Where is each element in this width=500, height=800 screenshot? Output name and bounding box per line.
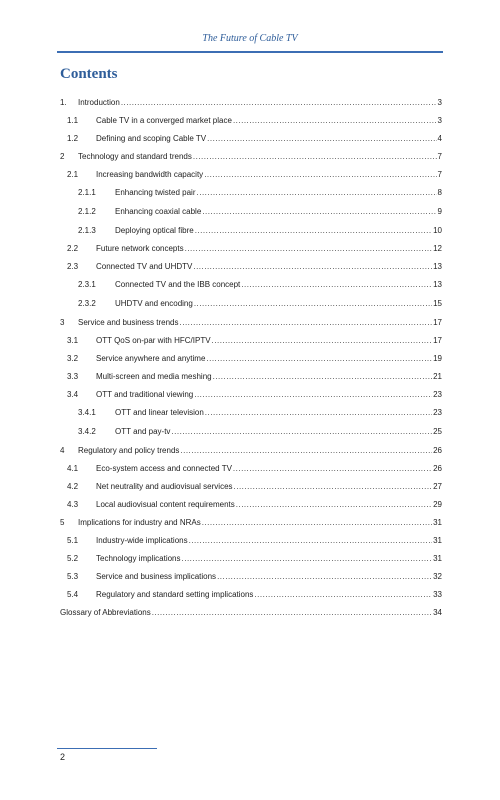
toc-leader [217, 570, 432, 583]
toc-leader [212, 334, 433, 347]
toc-number: 5 [60, 518, 65, 527]
toc-entry[interactable] [78, 186, 442, 199]
toc-number: 5.2 [67, 554, 79, 563]
toc-number: 3.4.2 [78, 427, 96, 436]
toc-page: 15 [433, 299, 442, 308]
toc-entry[interactable] [67, 168, 442, 181]
toc-entry[interactable] [67, 388, 442, 401]
toc-page: 31 [433, 518, 442, 527]
toc-number: 3.3 [67, 372, 79, 381]
toc-entry[interactable] [78, 224, 442, 237]
toc-page: 27 [433, 482, 442, 491]
toc-leader [182, 552, 433, 565]
toc-page: 17 [433, 336, 442, 345]
toc-entry[interactable] [60, 606, 442, 619]
toc-entry[interactable] [67, 132, 442, 145]
toc-entry[interactable] [67, 114, 442, 127]
running-header: The Future of Cable TV [202, 33, 298, 44]
toc-number: 2.1.2 [78, 207, 96, 216]
toc-page: 13 [433, 280, 442, 289]
toc-entry[interactable] [67, 588, 442, 601]
toc-number: 4.1 [67, 464, 79, 473]
toc-number: 3 [60, 318, 65, 327]
toc-number: 2.1.3 [78, 226, 96, 235]
header-rule [57, 51, 443, 53]
toc-page: 4 [437, 134, 442, 143]
toc-page: 12 [433, 244, 442, 253]
toc-page: 26 [433, 446, 442, 455]
toc-entry[interactable] [67, 552, 442, 565]
toc-leader [194, 297, 432, 310]
toc-number: 4.2 [67, 482, 79, 491]
toc-title: Technology and standard trends [78, 152, 192, 161]
toc-leader [194, 388, 432, 401]
toc-title: Connected TV and the IBB concept [115, 280, 241, 289]
toc-page: 19 [433, 354, 442, 363]
toc-number: 1.1 [67, 116, 79, 125]
toc-title: Regulatory and standard setting implications [96, 590, 254, 599]
toc-leader [189, 534, 433, 547]
toc-leader [152, 606, 432, 619]
toc-title: OTT and linear television [115, 408, 204, 417]
toc-leader [241, 278, 432, 291]
toc-number: 5.3 [67, 572, 79, 581]
toc-page: 23 [433, 408, 442, 417]
toc-number: 1. [60, 98, 67, 107]
footer-rule [57, 748, 157, 749]
toc-leader [202, 516, 432, 529]
toc-entry[interactable] [67, 370, 442, 383]
toc-page: 9 [437, 207, 442, 216]
toc-page: 25 [433, 427, 442, 436]
toc-page: 8 [437, 188, 442, 197]
toc-page: 23 [433, 390, 442, 399]
toc-title: Multi-screen and media meshing [96, 372, 212, 381]
toc-leader [213, 370, 432, 383]
toc-title: Deploying optical fibre [115, 226, 194, 235]
toc-number: 5.1 [67, 536, 79, 545]
toc-leader [180, 444, 432, 457]
toc-title: OTT and pay-tv [115, 427, 171, 436]
toc-entry[interactable] [67, 480, 442, 493]
toc-number: 2.3 [67, 262, 79, 271]
toc-page: 13 [433, 262, 442, 271]
toc-title: Service anywhere and anytime [96, 354, 206, 363]
toc-entry[interactable] [67, 260, 442, 273]
toc-page: 34 [433, 608, 442, 617]
toc-entry[interactable] [78, 406, 442, 419]
toc-title: Local audiovisual content requirements [96, 500, 235, 509]
toc-entry[interactable] [78, 278, 442, 291]
toc-number: 2.3.1 [78, 280, 96, 289]
toc-leader [193, 260, 432, 273]
toc-page: 32 [433, 572, 442, 581]
toc-title: Service and business trends [78, 318, 179, 327]
toc-leader [234, 480, 433, 493]
toc-entry[interactable] [67, 498, 442, 511]
toc-number: 1.2 [67, 134, 79, 143]
toc-title: Future network concepts [96, 244, 184, 253]
toc-page: 17 [433, 318, 442, 327]
toc-number: 4.3 [67, 500, 79, 509]
toc-number: 4 [60, 446, 65, 455]
toc-number: 2 [60, 152, 65, 161]
toc-page: 3 [437, 116, 442, 125]
toc-page: 29 [433, 500, 442, 509]
toc-leader [197, 186, 437, 199]
toc-page: 33 [433, 590, 442, 599]
toc-page: 10 [433, 226, 442, 235]
toc-entry[interactable] [60, 316, 442, 329]
toc-leader [180, 316, 433, 329]
toc-page: 3 [437, 98, 442, 107]
toc-leader [206, 352, 432, 365]
toc-title: Glossary of Abbreviations [60, 608, 151, 617]
toc-entry[interactable] [67, 570, 442, 583]
toc-entry[interactable] [67, 462, 442, 475]
toc-title: Increasing bandwidth capacity [96, 170, 204, 179]
toc-entry[interactable] [67, 334, 442, 347]
toc-entry[interactable] [67, 352, 442, 365]
toc-title: Implications for industry and NRAs [78, 518, 201, 527]
toc-number: 3.1 [67, 336, 79, 345]
toc-leader [185, 242, 432, 255]
toc-leader [193, 150, 437, 163]
toc-title: UHDTV and encoding [115, 299, 193, 308]
toc-leader [121, 96, 437, 109]
toc-leader [205, 406, 432, 419]
toc-leader [195, 224, 432, 237]
toc-leader [233, 462, 432, 475]
toc-leader [204, 168, 436, 181]
toc-title: Technology implications [96, 554, 181, 563]
toc-entry[interactable] [67, 242, 442, 255]
toc-entry[interactable] [67, 534, 442, 547]
toc-number: 3.4.1 [78, 408, 96, 417]
toc-title: Eco-system access and connected TV [96, 464, 232, 473]
toc-number: 3.4 [67, 390, 79, 399]
toc-number: 5.4 [67, 590, 79, 599]
toc-leader [207, 132, 436, 145]
toc-entry[interactable] [78, 425, 442, 438]
toc-entry[interactable] [78, 205, 442, 218]
toc-number: 2.1.1 [78, 188, 96, 197]
toc-title: Introduction [78, 98, 120, 107]
toc-page: 26 [433, 464, 442, 473]
toc-leader [233, 114, 437, 127]
toc-title: Industry-wide implications [96, 536, 188, 545]
toc-title: OTT and traditional viewing [96, 390, 194, 399]
toc-title: Enhancing coaxial cable [115, 207, 202, 216]
toc-leader [236, 498, 432, 511]
toc-number: 2.1 [67, 170, 79, 179]
toc-leader [202, 205, 436, 218]
toc-title: Regulatory and policy trends [78, 446, 180, 455]
toc-page: 31 [433, 554, 442, 563]
toc-title: Service and business implications [96, 572, 217, 581]
toc-page: 7 [437, 152, 442, 161]
toc-number: 2.2 [67, 244, 79, 253]
toc-title: Enhancing twisted pair [115, 188, 196, 197]
page-number: 2 [60, 752, 66, 762]
toc-title: OTT QoS on-par with HFC/IPTV [96, 336, 211, 345]
toc-entry[interactable] [60, 96, 442, 109]
toc-entry[interactable] [60, 444, 442, 457]
toc-leader [171, 425, 432, 438]
toc-page: 31 [433, 536, 442, 545]
toc-title: Connected TV and UHDTV [96, 262, 193, 271]
toc-page: 7 [437, 170, 442, 179]
toc-entry[interactable] [60, 150, 442, 163]
contents-heading: Contents [60, 66, 118, 82]
toc-title: Cable TV in a converged market place [96, 116, 232, 125]
toc-leader [254, 588, 432, 601]
toc-entry[interactable] [78, 297, 442, 310]
toc-page: 21 [433, 372, 442, 381]
toc-title: Defining and scoping Cable TV [96, 134, 207, 143]
toc-number: 2.3.2 [78, 299, 96, 308]
toc-number: 3.2 [67, 354, 79, 363]
toc-entry[interactable] [60, 516, 442, 529]
toc-title: Net neutrality and audiovisual services [96, 482, 233, 491]
